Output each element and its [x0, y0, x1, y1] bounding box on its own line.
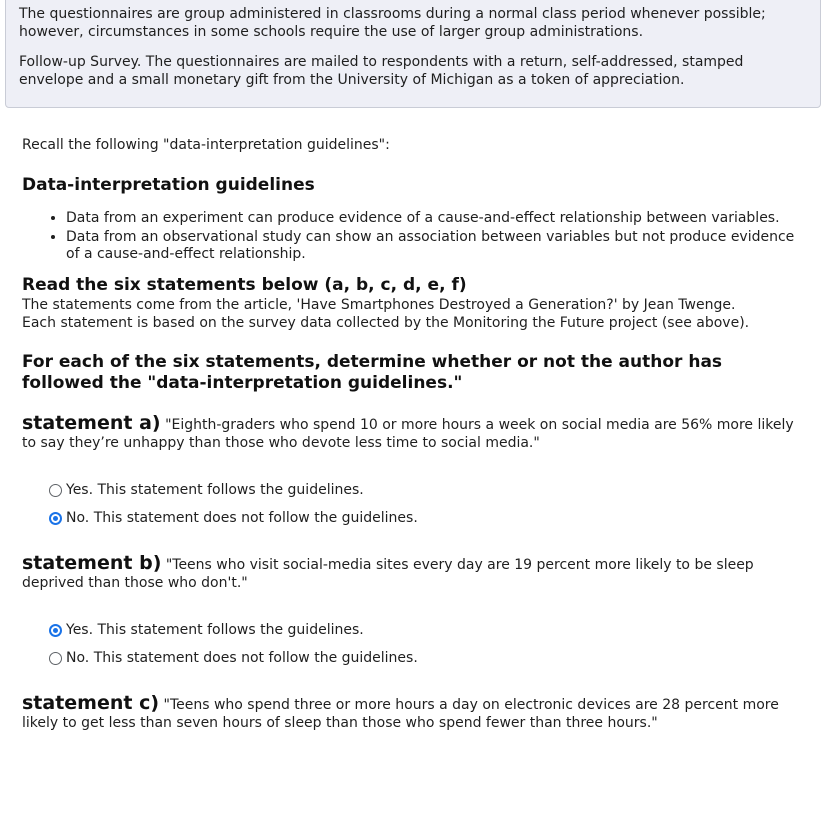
guidelines-list	[22, 210, 802, 263]
info-paragraph-follow-up: Follow-up Survey. The questionnaires are mailed to respondents with a return, self-addressed, stamped envelope and a small monetary gift from the University of Michigan as a token of appreciation.	[19, 54, 744, 88]
option-yes[interactable]	[22, 620, 802, 640]
info-paragraph-classroom: The questionnaires are group administered in classrooms during a normal class period whenever possible; however, circumstances in some schools require the use of larger group administrations.	[19, 6, 766, 40]
statement-a	[22, 414, 802, 452]
recall-text: Recall the following "data-interpretation guidelines":	[22, 137, 390, 153]
statement-a-options	[22, 480, 802, 528]
task-heading: For each of the six statements, determine whether or not the author has followed the "data-interpretation guidelines."	[22, 352, 723, 393]
source-text: The statements come from the article, 'Have Smartphones Destroyed a Generation?' by Jean Twenge.	[22, 297, 736, 313]
option-no[interactable]	[22, 648, 802, 668]
radio-button-selected[interactable]	[49, 624, 62, 637]
statement-c	[22, 694, 802, 732]
guideline-item: • Data from an observational study can show an association between variables but not produce evidence of a cause-and-effect relationship.	[66, 229, 802, 263]
guidelines-heading: Data-interpretation guidelines	[22, 175, 315, 195]
read-statements-heading: Read the six statements below (a, b, c, d, e, f)	[22, 275, 467, 295]
statement-text: "Eighth-graders who spend 10 or more hours a week on social media are 56% more likely to say they’re unhappy than those who devote less time to social media."	[22, 417, 794, 451]
option-no[interactable]	[22, 508, 802, 528]
option-label[interactable]: No. This statement does not follow the guidelines.	[66, 510, 418, 526]
option-label[interactable]: No. This statement does not follow the guidelines.	[66, 650, 418, 666]
statement-b-options	[22, 620, 802, 668]
question-content	[22, 136, 802, 732]
survey-basis-text: Each statement is based on the survey data collected by the Monitoring the Future project (see above).	[22, 315, 750, 331]
statement-label: statement a)	[22, 412, 161, 434]
radio-button-selected[interactable]	[49, 512, 62, 525]
statement-text: "Teens who spend three or more hours a day on electronic devices are 28 percent more likely to get less than seven hours of sleep than those who spend fewer than three hours."	[22, 697, 779, 731]
guideline-item: • Data from an experiment can produce evidence of a cause-and-effect relationship between variables.	[66, 210, 802, 227]
survey-info-box	[5, 0, 821, 108]
statement-label: statement c)	[22, 692, 160, 714]
statement-text: "Teens who visit social-media sites every day are 19 percent more likely to be sleep deprived than those who don't."	[22, 557, 754, 591]
option-label[interactable]: Yes. This statement follows the guidelines.	[66, 622, 364, 638]
option-yes[interactable]	[22, 480, 802, 500]
option-label[interactable]: Yes. This statement follows the guidelines.	[66, 482, 364, 498]
radio-button[interactable]	[49, 652, 62, 665]
statement-label: statement b)	[22, 552, 162, 574]
statement-b	[22, 554, 802, 592]
radio-button[interactable]	[49, 484, 62, 497]
